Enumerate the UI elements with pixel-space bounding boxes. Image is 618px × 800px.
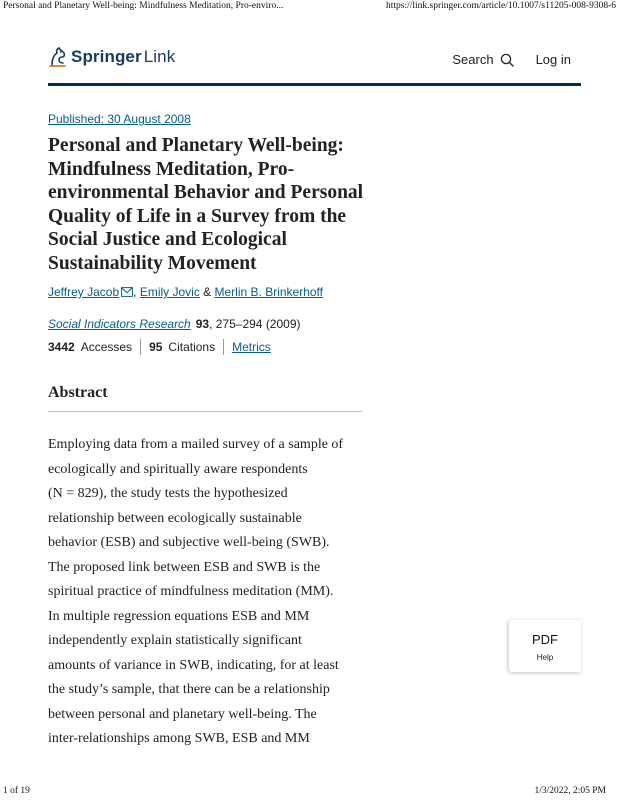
print-footer bbox=[0, 786, 618, 800]
site-header bbox=[48, 40, 581, 86]
metrics-link[interactable]: Metrics bbox=[232, 340, 271, 354]
abstract-line: relationship between ecologically sustainable bbox=[48, 510, 302, 526]
abstract-line: ecologically and spiritually aware respondents bbox=[48, 461, 308, 477]
login-link[interactable]: Log in bbox=[535, 52, 571, 67]
abstract-line: inter-relationships among SWB, ESB and MM bbox=[48, 731, 310, 746]
author-link[interactable]: Jeffrey Jacob bbox=[48, 285, 120, 299]
search-icon bbox=[500, 53, 514, 67]
print-page-title: Personal and Planetary Well-being: Mindfulness Meditation, Pro-enviro... bbox=[3, 1, 284, 11]
accesses-count: 3442 bbox=[48, 340, 75, 354]
author-separator: , bbox=[133, 285, 140, 299]
abstract-line: behavior (ESB) and subjective well-being (SWB). bbox=[48, 535, 330, 550]
journal-citation bbox=[48, 317, 301, 331]
print-timestamp: 1/3/2022, 2:05 PM bbox=[534, 786, 606, 796]
help-button[interactable]: Help bbox=[536, 653, 554, 662]
abstract-line: the study’s sample, that there can be a relationship bbox=[48, 682, 330, 697]
article-title: Personal and Planetary Well-being: Mindfulness Meditation, Pro-environmental Behavior and Personal Quality of Life in a Survey from the Social Justice and Ecological Sustainability Movement bbox=[48, 135, 364, 274]
pdf-help-widget[interactable] bbox=[509, 620, 581, 672]
header-nav bbox=[452, 52, 571, 67]
author-link[interactable]: Emily Jovic bbox=[139, 285, 200, 299]
author-separator: & bbox=[199, 285, 215, 299]
accesses-label: Accesses bbox=[80, 340, 133, 354]
abstract-line: (N = 829), the study tests the hypothesized bbox=[48, 486, 288, 501]
abstract-line: Employing data from a mailed survey of a sample of bbox=[48, 437, 344, 452]
search-label: Search bbox=[452, 52, 494, 67]
abstract-line: independently explain statistically significant bbox=[48, 633, 302, 648]
metrics-divider bbox=[140, 339, 141, 355]
author-list bbox=[48, 285, 323, 299]
search-button[interactable] bbox=[452, 52, 513, 67]
brand-springer: Springer bbox=[71, 47, 142, 66]
citations-label: Citations bbox=[168, 340, 216, 354]
print-page-count: 1 of 19 bbox=[3, 786, 30, 796]
article-metrics bbox=[48, 339, 271, 355]
brand-link: Link bbox=[143, 47, 176, 66]
published-date-link[interactable]: Published: 30 August 2008 bbox=[48, 112, 191, 126]
pdf-button[interactable]: PDF bbox=[532, 632, 558, 647]
header-divider bbox=[48, 83, 581, 86]
abstract-body bbox=[48, 433, 366, 752]
abstract-line: between personal and planetary well-being. The bbox=[48, 706, 317, 722]
metrics-divider bbox=[223, 339, 224, 355]
citations-count: 95 bbox=[149, 340, 163, 354]
journal-pages-year: , 275–294 (2009) bbox=[209, 317, 301, 331]
springer-link-logo[interactable] bbox=[48, 46, 175, 68]
journal-link[interactable]: Social Indicators Research bbox=[48, 317, 191, 331]
springer-horse-icon bbox=[48, 46, 68, 68]
author-link[interactable]: Merlin B. Brinkerhoff bbox=[214, 285, 324, 299]
print-page-url: https://link.springer.com/article/10.1007/s11205-008-9308-6 bbox=[386, 1, 616, 11]
brand-name bbox=[71, 47, 175, 67]
abstract-line: amounts of variance in SWB, indicating, for at least bbox=[48, 657, 339, 673]
email-icon[interactable] bbox=[121, 287, 133, 297]
abstract-line: The proposed link between ESB and SWB is the bbox=[48, 559, 321, 575]
abstract-heading: Abstract bbox=[48, 384, 362, 412]
abstract-line: spiritual practice of mindfulness meditation (MM). bbox=[48, 584, 334, 599]
abstract-line: In multiple regression equations ESB and MM bbox=[48, 608, 310, 624]
journal-volume: 93 bbox=[195, 317, 210, 331]
print-header bbox=[0, 0, 618, 14]
